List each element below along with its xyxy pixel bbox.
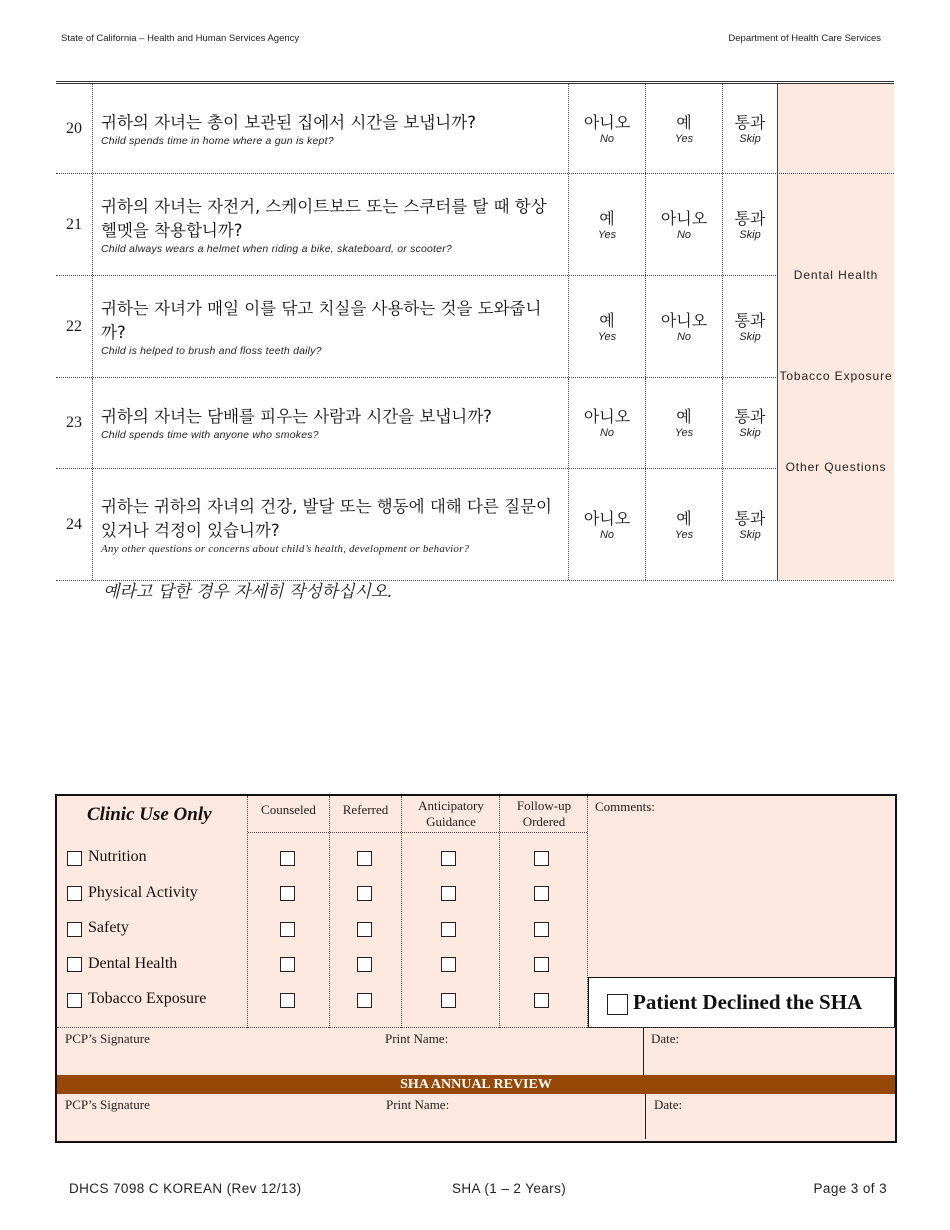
question-english: Child is helped to brush and floss teeth daily? — [101, 344, 322, 357]
answer-korean: 아니오 — [660, 208, 708, 228]
footer-page-number: Page 3 of 3 — [813, 1181, 887, 1196]
answer-english: Yes — [597, 330, 617, 343]
answer-option-skip[interactable] — [723, 378, 778, 468]
answer-korean: 예 — [676, 112, 692, 132]
answer-option-2[interactable] — [646, 378, 723, 468]
column-follow-up-ordered: Follow-up Ordered — [516, 798, 572, 829]
row-label-nutrition: Nutrition — [88, 848, 147, 865]
category-cell — [778, 369, 894, 468]
answer-option-2[interactable] — [646, 174, 723, 275]
pcp-signature-row — [57, 1027, 895, 1075]
answer-english: No — [676, 330, 692, 343]
patient-declined-box — [588, 977, 895, 1028]
physical-activity-referred-checkbox[interactable] — [357, 886, 372, 901]
answer-option-2[interactable] — [646, 84, 723, 173]
answer-english: No — [599, 132, 615, 145]
category-label: Tobacco Exposure — [779, 369, 893, 383]
category-cell — [778, 268, 894, 377]
column-counseled: Counseled — [261, 802, 316, 817]
physical-activity-followup-checkbox[interactable] — [534, 886, 549, 901]
answer-option-skip[interactable] — [723, 174, 778, 275]
nutrition-checkbox[interactable] — [67, 851, 82, 866]
question-korean: 귀하는 귀하의 자녀의 건강, 발달 또는 행동에 대해 다른 질문이 있거나 걱정이 있습니까? — [101, 496, 552, 540]
question-number: 24 — [56, 469, 93, 580]
nutrition-referred-checkbox[interactable] — [357, 851, 372, 866]
answer-korean: 예 — [599, 310, 615, 330]
yes-answer-instruction: 예라고 답한 경우 자세히 작성하십시오. — [103, 582, 393, 602]
answer-option-1[interactable] — [569, 378, 646, 468]
answer-english: Yes — [597, 228, 617, 241]
question-text — [93, 469, 569, 580]
tobacco-exposure-checkbox[interactable] — [67, 993, 82, 1008]
question-text — [93, 378, 569, 468]
answer-option-1[interactable] — [569, 469, 646, 580]
nutrition-counseled-checkbox[interactable] — [280, 851, 295, 866]
pcp-signature-label: PCP’s Signature — [65, 1031, 150, 1046]
nutrition-guidance-checkbox[interactable] — [441, 851, 456, 866]
answer-english: No — [599, 528, 615, 541]
clinic-use-only-box — [55, 794, 897, 1143]
tobacco-exposure-referred-checkbox[interactable] — [357, 993, 372, 1008]
dental-health-guidance-checkbox[interactable] — [441, 957, 456, 972]
annual-review-signature-row — [57, 1094, 895, 1139]
clinic-use-only-title: Clinic Use Only — [87, 804, 212, 825]
dental-health-referred-checkbox[interactable] — [357, 957, 372, 972]
annual-pcp-signature-label: PCP’s Signature — [65, 1097, 150, 1112]
row-label-tobacco-exposure: Tobacco Exposure — [88, 990, 207, 1007]
answer-english: Yes — [674, 528, 694, 541]
question-korean: 귀하는 자녀가 매일 이를 닦고 치실을 사용하는 것을 도와줍니까? — [101, 298, 542, 342]
answer-english: Skip — [739, 330, 761, 343]
question-text — [93, 276, 569, 377]
physical-activity-guidance-checkbox[interactable] — [441, 886, 456, 901]
question-korean: 귀하의 자녀는 자전거, 스케이트보드 또는 스쿠터를 탈 때 항상 헬멧을 착용합니까? — [101, 196, 547, 240]
answer-korean: 통과 — [734, 208, 766, 228]
question-text — [93, 84, 569, 173]
question-row-23 — [56, 369, 894, 469]
answer-english: Yes — [674, 427, 694, 439]
question-row-21 — [56, 174, 894, 276]
answer-option-skip[interactable] — [723, 84, 778, 173]
answer-korean: 아니오 — [583, 407, 631, 426]
category-cell — [778, 174, 894, 275]
question-number: 21 — [56, 174, 93, 275]
physical-activity-checkbox[interactable] — [67, 886, 82, 901]
safety-guidance-checkbox[interactable] — [441, 922, 456, 937]
footer-form-number: DHCS 7098 C KOREAN (Rev 12/13) — [69, 1181, 302, 1196]
answer-english: No — [676, 228, 692, 241]
question-english: Child spends time with anyone who smokes? — [101, 429, 319, 441]
patient-declined-checkbox[interactable] — [607, 994, 628, 1015]
answer-option-skip[interactable] — [723, 469, 778, 580]
question-text — [93, 174, 569, 275]
annual-print-name-label: Print Name: — [386, 1097, 450, 1112]
row-label-dental-health: Dental Health — [88, 955, 178, 972]
date-label: Date: — [651, 1031, 680, 1046]
question-number: 20 — [56, 84, 93, 173]
answer-option-2[interactable] — [646, 469, 723, 580]
dental-health-followup-checkbox[interactable] — [534, 957, 549, 972]
safety-followup-checkbox[interactable] — [534, 922, 549, 937]
safety-counseled-checkbox[interactable] — [280, 922, 295, 937]
column-anticipatory-guidance: Anticipatory Guidance — [418, 798, 484, 829]
answer-korean: 통과 — [734, 310, 766, 330]
print-name-label: Print Name: — [385, 1031, 449, 1046]
tobacco-exposure-followup-checkbox[interactable] — [534, 993, 549, 1008]
category-label: Other Questions — [778, 460, 894, 474]
answer-korean: 예 — [676, 508, 692, 528]
question-row-20 — [56, 84, 894, 174]
answer-english: Skip — [739, 528, 761, 541]
question-number: 22 — [56, 276, 93, 377]
footer-form-title: SHA (1 – 2 Years) — [452, 1181, 567, 1196]
question-english: Child always wears a helmet when riding a bike, skateboard, or scooter? — [101, 242, 452, 255]
dental-health-counseled-checkbox[interactable] — [280, 957, 295, 972]
question-english: Any other questions or concerns about child’s health, development or behavior? — [101, 542, 470, 555]
answer-korean: 예 — [599, 208, 615, 228]
sha-annual-review-bar: SHA ANNUAL REVIEW — [57, 1075, 895, 1094]
answer-korean: 통과 — [734, 112, 766, 132]
question-number: 23 — [56, 378, 93, 468]
answer-option-1[interactable] — [569, 276, 646, 377]
dental-health-checkbox[interactable] — [67, 957, 82, 972]
category-cell — [778, 84, 894, 173]
annual-date-label: Date: — [654, 1097, 683, 1112]
row-label-safety: Safety — [88, 919, 129, 936]
tobacco-exposure-counseled-checkbox[interactable] — [280, 993, 295, 1008]
header-department: Department of Health Care Services — [728, 33, 881, 44]
header-agency: State of California – Health and Human Services Agency — [61, 33, 300, 44]
question-korean: 귀하의 자녀는 담배를 피우는 사람과 시간을 보냅니까? — [101, 407, 492, 426]
answer-english: Yes — [674, 132, 694, 145]
answer-option-1[interactable] — [569, 174, 646, 275]
answer-english: Skip — [739, 427, 761, 439]
question-row-22 — [56, 268, 894, 378]
question-row-24 — [56, 460, 894, 581]
answer-korean: 통과 — [734, 407, 766, 426]
answer-option-skip[interactable] — [723, 276, 778, 377]
answer-korean: 예 — [676, 407, 692, 426]
question-korean: 귀하의 자녀는 총이 보관된 집에서 시간을 보냅니까? — [101, 112, 476, 132]
safety-referred-checkbox[interactable] — [357, 922, 372, 937]
safety-checkbox[interactable] — [67, 922, 82, 937]
column-referred: Referred — [342, 802, 389, 817]
category-label: Dental Health — [778, 268, 894, 282]
patient-declined-label: Patient Declined the SHA — [633, 990, 863, 1014]
answer-english: Skip — [739, 228, 761, 241]
row-label-physical-activity: Physical Activity — [88, 884, 198, 901]
nutrition-followup-checkbox[interactable] — [534, 851, 549, 866]
answer-english: Skip — [739, 132, 761, 145]
answer-korean: 아니오 — [583, 508, 631, 528]
tobacco-exposure-guidance-checkbox[interactable] — [441, 993, 456, 1008]
physical-activity-counseled-checkbox[interactable] — [280, 886, 295, 901]
answer-option-1[interactable] — [569, 84, 646, 173]
answer-option-2[interactable] — [646, 276, 723, 377]
category-cell — [778, 460, 894, 580]
questions-table — [56, 81, 894, 581]
question-english: Child spends time in home where a gun is kept? — [101, 134, 334, 147]
answer-english: No — [599, 427, 615, 439]
answer-korean: 아니오 — [660, 310, 708, 330]
comments-label: Comments: — [595, 799, 655, 814]
answer-korean: 아니오 — [583, 112, 631, 132]
answer-korean: 통과 — [734, 508, 766, 528]
